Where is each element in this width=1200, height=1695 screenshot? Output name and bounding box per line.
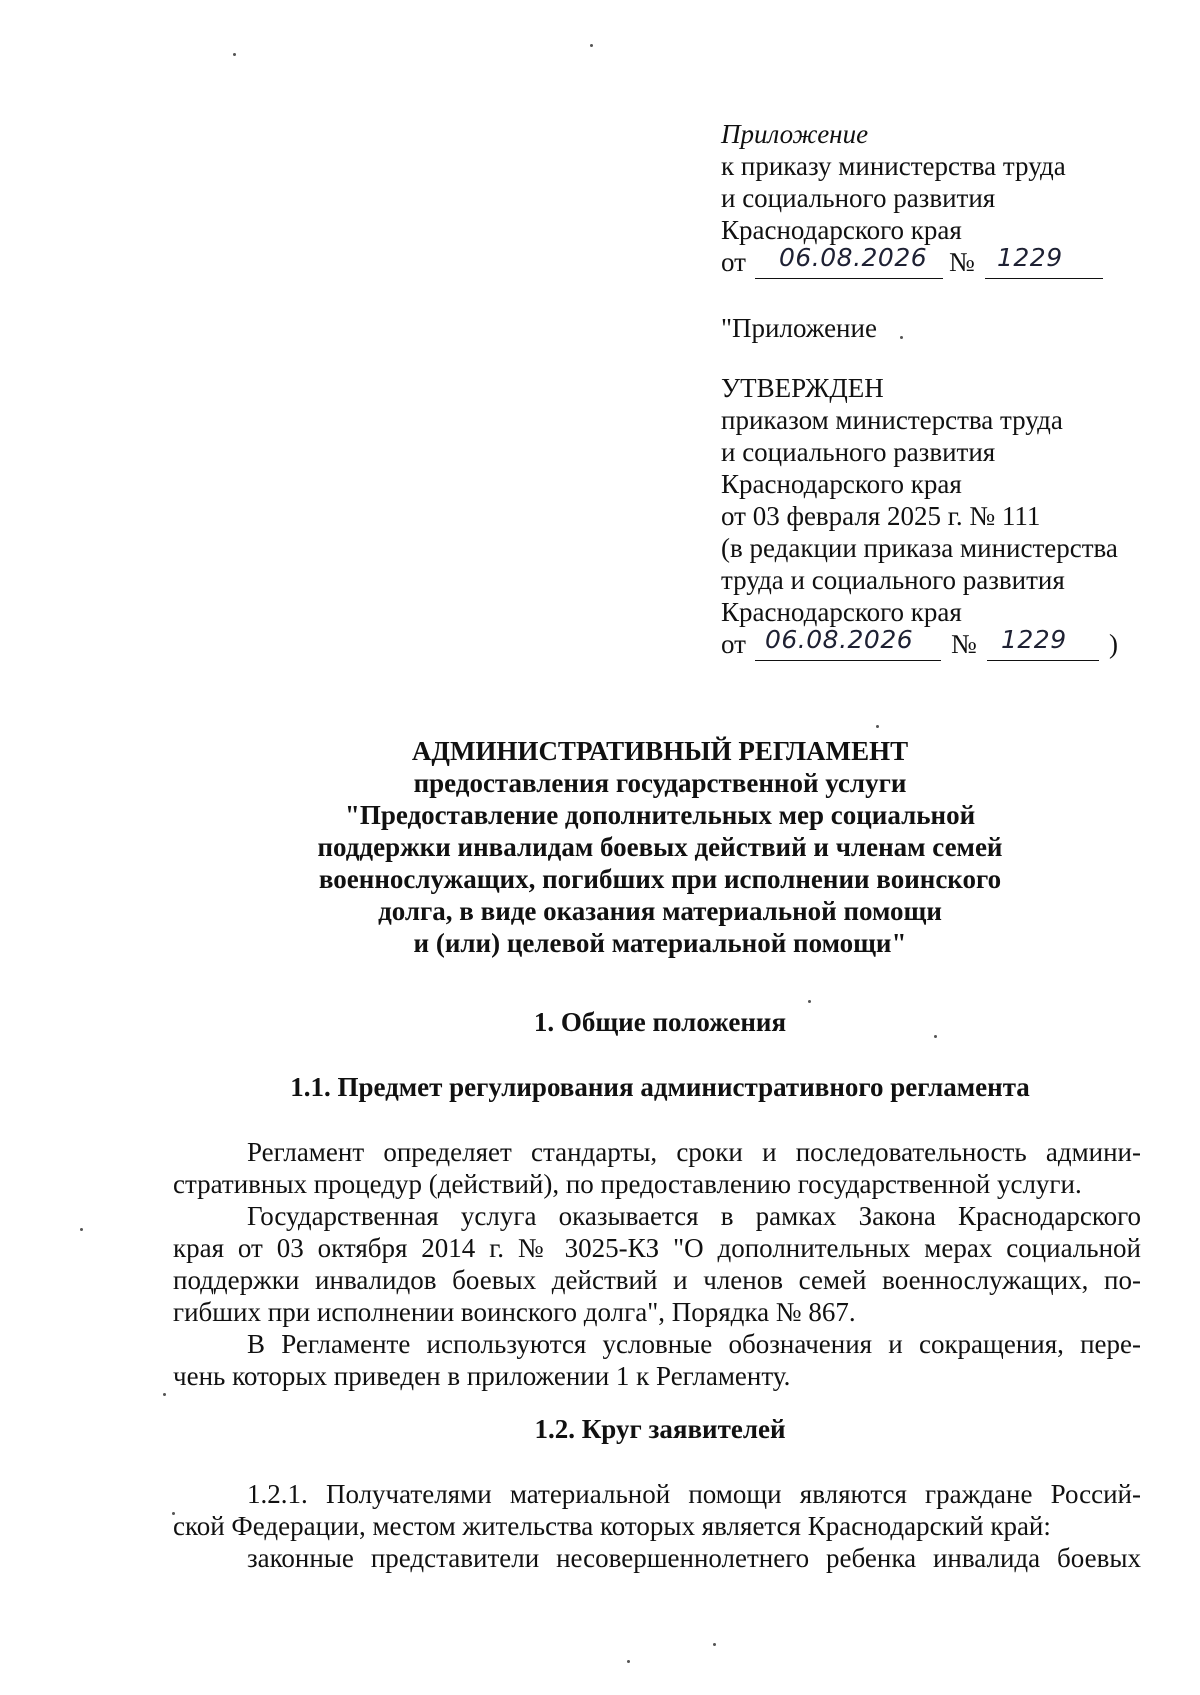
scan-speck — [627, 1660, 630, 1663]
annex-to-order: к приказу министерства труда — [721, 151, 1066, 181]
annex-handwritten-number: 1229 — [997, 243, 1063, 272]
annex-label: Приложение — [721, 119, 869, 149]
approval-original-order: от 03 февраля 2025 г. № 111 — [721, 501, 1041, 531]
annex-region: Краснодарского края — [721, 215, 962, 245]
scan-speck — [163, 1393, 166, 1396]
approval-number-sign: № — [951, 629, 977, 659]
document-title — [160, 735, 1160, 959]
paragraph-line: законные представители несовершеннолетнего ребенка инвалида боевых — [247, 1543, 1141, 1573]
section-1-2-text — [173, 1478, 1141, 1574]
subsection-heading: 1.2. Круг заявителей — [534, 1414, 786, 1444]
approval-reference-line — [721, 625, 1161, 660]
approval-edition-region: Краснодарского края — [721, 597, 962, 627]
scan-speck — [80, 1228, 83, 1231]
annex-reference-line — [721, 243, 1161, 278]
title-line-5: военнослужащих, погибших при исполнении воинского — [318, 864, 1002, 894]
annex-number-sign: № — [949, 247, 975, 277]
annex-from-prefix: от — [721, 247, 746, 277]
approval-closing-paren: ) — [1109, 629, 1118, 659]
title-line-2: предоставления государственной услуги — [413, 768, 907, 798]
approval-from-prefix: от — [721, 629, 746, 659]
paragraph-line: поддержки инвалидов боевых действий и членов семей военнослужащих, по- — [173, 1265, 1141, 1295]
scan-speck — [233, 53, 236, 56]
approval-region: Краснодарского края — [721, 469, 962, 499]
title-line-3: "Предоставление дополнительных мер социальной — [344, 800, 976, 830]
subsection-heading: 1.1. Предмет регулирования административного регламента — [290, 1072, 1030, 1102]
title-line-1: АДМИНИСТРАТИВНЫЙ РЕГЛАМЕНТ — [411, 736, 909, 766]
paragraph-line: Регламент определяет стандарты, сроки и последовательность админи- — [247, 1137, 1141, 1167]
paragraph-line: 1.2.1. Получателями материальной помощи являются граждане Россий- — [247, 1479, 1141, 1509]
approval-approved: УТВЕРЖДЕН — [721, 373, 884, 403]
approval-edition-line-2: труда и социального развития — [721, 565, 1065, 595]
scan-speck — [876, 725, 879, 728]
paragraph-line: чень которых приведен в приложении 1 к Регламенту. — [173, 1361, 791, 1391]
title-line-6: долга, в виде оказания материальной помощи — [378, 896, 942, 926]
paragraph-line: края от 03 октября 2014 г. № 3025-КЗ "О дополнительных мерах социальной — [173, 1233, 1141, 1263]
annex-ministry: и социального развития — [721, 183, 996, 213]
paragraph-line: В Регламенте используются условные обозначения и сокращения, пере- — [247, 1329, 1141, 1359]
approval-handwritten-date: 06.08.2026 — [765, 625, 914, 654]
title-line-7: и (или) целевой материальной помощи" — [413, 928, 907, 958]
scan-speck — [713, 1643, 716, 1646]
annex-block — [721, 118, 1161, 660]
approval-edition-line-1: (в редакции приказа министерства — [721, 533, 1118, 563]
scan-speck — [808, 1000, 811, 1003]
annex-handwritten-date: 06.08.2026 — [779, 243, 928, 272]
approval-ministry: и социального развития — [721, 437, 996, 467]
title-line-4: поддержки инвалидам боевых действий и членам семей — [317, 832, 1003, 862]
section-1-1-text — [173, 1136, 1141, 1392]
section-heading: 1. Общие положения — [533, 1007, 787, 1037]
paragraph-line: гибших при исполнении воинского долга", Порядка № 867. — [173, 1297, 856, 1327]
approval-quoted-label: "Приложение — [721, 313, 877, 343]
paragraph-line: стративных процедур (действий), по предоставлению государственной услуги. — [173, 1169, 1082, 1199]
approval-by-order: приказом министерства труда — [721, 405, 1063, 435]
scan-speck — [590, 44, 593, 47]
paragraph-line: ской Федерации, местом жительства которых является Краснодарский край: — [173, 1511, 1051, 1541]
paragraph-line: Государственная услуга оказывается в рамках Закона Краснодарского — [247, 1201, 1141, 1231]
approval-handwritten-number: 1229 — [1001, 625, 1067, 654]
